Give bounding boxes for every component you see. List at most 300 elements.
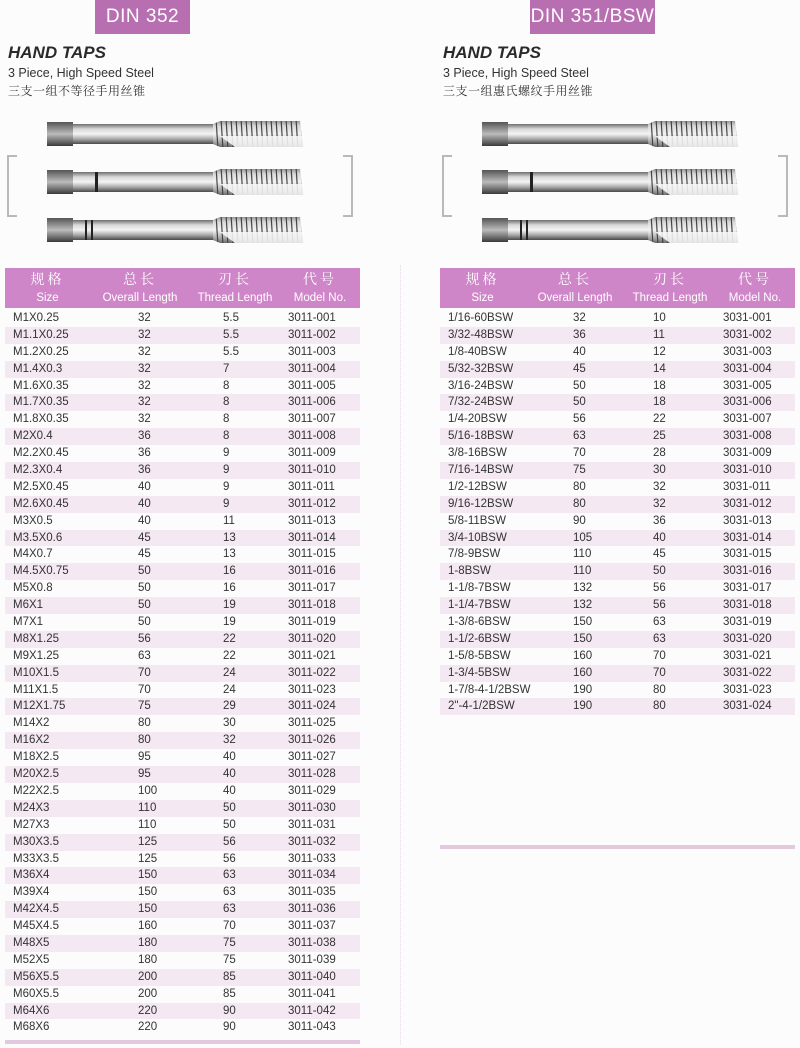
cell-overall-length: 80 — [573, 480, 586, 493]
cell-size: 1-5/8-5BSW — [448, 649, 511, 662]
table-row — [440, 310, 795, 327]
cell-thread-length: 12 — [653, 345, 666, 358]
cell-size: M27X3 — [13, 818, 50, 831]
table-row — [440, 682, 795, 699]
cell-model-no: 3011-019 — [288, 616, 336, 629]
cell-overall-length: 75 — [573, 464, 586, 477]
table-row — [5, 394, 360, 411]
cell-thread-length: 28 — [653, 447, 666, 460]
cell-model-no: 3011-042 — [288, 1004, 336, 1017]
cell-overall-length: 220 — [138, 1004, 158, 1017]
table-row — [440, 563, 795, 580]
cell-thread-length: 11 — [223, 514, 235, 527]
cell-model-no: 3011-020 — [288, 632, 336, 645]
cell-size: M52X5 — [13, 953, 50, 966]
cell-overall-length: 50 — [138, 582, 151, 595]
cell-model-no: 3011-002 — [288, 328, 336, 341]
cell-model-no: 3031-013 — [723, 514, 772, 527]
cell-overall-length: 160 — [573, 649, 593, 662]
cell-size: 5/32-32BSW — [448, 362, 514, 375]
table-row — [440, 411, 795, 428]
cell-overall-length: 150 — [138, 869, 158, 882]
tap-taper-icon — [45, 118, 305, 150]
cell-size: M1.2X0.25 — [13, 345, 69, 358]
cell-thread-length: 80 — [653, 683, 666, 696]
cell-size: M5X0.8 — [13, 582, 53, 595]
cell-thread-length: 22 — [223, 649, 236, 662]
cell-overall-length: 150 — [573, 616, 593, 629]
table-row — [440, 631, 795, 648]
cell-overall-length: 32 — [138, 396, 151, 409]
table-row — [440, 378, 795, 395]
cell-size: M11X1.5 — [13, 683, 59, 696]
cell-model-no: 3011-037 — [288, 920, 336, 933]
cell-overall-length: 36 — [573, 328, 586, 341]
cell-model-no: 3011-012 — [288, 497, 336, 510]
cell-model-no: 3031-021 — [723, 649, 772, 662]
cell-thread-length: 75 — [223, 936, 236, 949]
table-row — [5, 817, 360, 834]
cell-thread-length: 32 — [653, 480, 666, 493]
cell-size: 1-7/8-4-1/2BSW — [448, 683, 531, 696]
right-table-end-bar — [440, 845, 795, 849]
cell-thread-length: 90 — [223, 1004, 236, 1017]
cell-thread-length: 7 — [223, 362, 230, 375]
cell-overall-length: 32 — [138, 345, 151, 358]
cell-thread-length: 63 — [653, 632, 666, 645]
cell-thread-length: 16 — [223, 565, 236, 578]
cell-model-no: 3011-034 — [288, 869, 336, 882]
cell-thread-length: 13 — [223, 548, 236, 561]
cell-size: M9X1.25 — [13, 649, 60, 662]
cell-overall-length: 90 — [573, 514, 586, 527]
table-row — [440, 496, 795, 513]
table-row — [5, 648, 360, 665]
cell-size: 1/16-60BSW — [448, 312, 514, 324]
cell-thread-length: 24 — [223, 683, 236, 696]
cell-size: 3/16-24BSW — [448, 379, 514, 392]
cell-size: M20X2.5 — [13, 768, 60, 781]
cell-model-no: 3031-016 — [723, 565, 772, 578]
cell-overall-length: 36 — [138, 447, 151, 460]
cell-size: 1-8BSW — [448, 565, 491, 578]
cell-model-no: 3031-006 — [723, 396, 772, 409]
table-row — [5, 428, 360, 445]
cell-overall-length: 70 — [138, 666, 151, 679]
cell-overall-length: 150 — [138, 886, 158, 899]
table-row — [5, 513, 360, 530]
cell-overall-length: 220 — [138, 1021, 158, 1034]
cell-model-no: 3031-005 — [723, 379, 772, 392]
cell-thread-length: 5.5 — [223, 345, 239, 358]
din351-tab: DIN 351/BSW — [530, 0, 655, 34]
cell-model-no: 3031-001 — [723, 312, 772, 324]
table-row — [5, 546, 360, 563]
right-subtitle: 3 Piece, High Speed Steel — [443, 66, 589, 80]
cell-model-no: 3011-018 — [288, 599, 336, 612]
tap-bottoming-icon — [480, 214, 740, 246]
table-row — [5, 597, 360, 614]
cell-thread-length: 24 — [223, 666, 236, 679]
table-row — [440, 513, 795, 530]
cell-thread-length: 85 — [223, 970, 236, 983]
cell-thread-length: 13 — [223, 531, 236, 544]
cell-overall-length: 132 — [573, 582, 593, 595]
cell-thread-length: 56 — [653, 582, 666, 595]
right-table-header — [440, 268, 795, 308]
table-row — [5, 834, 360, 851]
cell-thread-length: 18 — [653, 379, 666, 392]
cell-size: M7X1 — [13, 616, 44, 629]
cell-overall-length: 132 — [573, 599, 593, 612]
table-row — [440, 428, 795, 445]
table-row — [5, 715, 360, 732]
tap-plug-icon — [45, 166, 305, 198]
table-row — [5, 462, 360, 479]
tap-taper-icon — [480, 118, 740, 150]
cell-overall-length: 105 — [573, 531, 593, 544]
table-row — [5, 732, 360, 749]
cell-overall-length: 56 — [573, 413, 586, 426]
cell-thread-length: 9 — [223, 480, 230, 493]
table-row — [5, 631, 360, 648]
cell-overall-length: 110 — [573, 565, 592, 578]
bracket-open-icon — [442, 155, 452, 217]
cell-overall-length: 160 — [573, 666, 593, 679]
cell-thread-length: 9 — [223, 464, 230, 477]
panel-divider — [400, 265, 401, 1045]
cell-overall-length: 50 — [573, 396, 586, 409]
cell-thread-length: 63 — [653, 616, 666, 629]
cell-size: M22X2.5 — [13, 784, 60, 797]
header-thread-length: 刃长 Thread Length — [197, 272, 273, 304]
cell-size: 3/8-16BSW — [448, 447, 507, 460]
table-row — [440, 648, 795, 665]
cell-overall-length: 110 — [138, 801, 157, 814]
cell-size: 1/4-20BSW — [448, 413, 507, 426]
cell-thread-length: 18 — [653, 396, 666, 409]
table-row — [5, 496, 360, 513]
cell-model-no: 3031-018 — [723, 599, 772, 612]
table-row — [440, 394, 795, 411]
cell-model-no: 3031-008 — [723, 430, 772, 443]
cell-size: M14X2 — [13, 717, 50, 730]
cell-model-no: 3031-012 — [723, 497, 772, 510]
cell-model-no: 3011-035 — [288, 886, 336, 899]
cell-model-no: 3011-033 — [288, 852, 336, 865]
cell-model-no: 3011-015 — [288, 548, 336, 561]
cell-size: M30X3.5 — [13, 835, 60, 848]
cell-overall-length: 50 — [573, 379, 586, 392]
table-row — [5, 901, 360, 918]
table-row — [5, 749, 360, 766]
header-overall-length: 总长 Overall Length — [102, 272, 178, 304]
cell-size: 1/2-12BSW — [448, 480, 507, 493]
table-row — [5, 411, 360, 428]
cell-thread-length: 85 — [223, 987, 236, 1000]
cell-overall-length: 70 — [573, 447, 586, 460]
header-model-no: 代号 Model No. — [293, 272, 347, 304]
cell-thread-length: 40 — [223, 784, 236, 797]
cell-model-no: 3011-026 — [288, 734, 336, 747]
cell-thread-length: 14 — [653, 362, 666, 375]
cell-model-no: 3031-022 — [723, 666, 772, 679]
cell-overall-length: 110 — [138, 818, 157, 831]
cell-thread-length: 10 — [653, 312, 666, 324]
cell-thread-length: 80 — [653, 700, 666, 713]
cell-size: M64X6 — [13, 1004, 50, 1017]
table-row — [5, 851, 360, 868]
cell-model-no: 3031-017 — [723, 582, 772, 595]
table-row — [5, 918, 360, 935]
table-row — [440, 361, 795, 378]
cell-overall-length: 150 — [573, 632, 593, 645]
table-row — [5, 530, 360, 547]
cell-size: M36X4 — [13, 869, 50, 882]
cell-thread-length: 8 — [223, 430, 230, 443]
cell-model-no: 3011-029 — [288, 784, 336, 797]
cell-thread-length: 40 — [653, 531, 666, 544]
cell-size: M4X0.7 — [13, 548, 53, 561]
cell-model-no: 3011-003 — [288, 345, 336, 358]
cell-overall-length: 180 — [138, 953, 158, 966]
cell-overall-length: 63 — [573, 430, 586, 443]
cell-overall-length: 95 — [138, 751, 151, 764]
cell-thread-length: 50 — [223, 818, 236, 831]
cell-thread-length: 63 — [223, 903, 236, 916]
cell-thread-length: 19 — [223, 616, 236, 629]
cell-model-no: 3031-003 — [723, 345, 772, 358]
cell-thread-length: 56 — [223, 835, 236, 848]
cell-thread-length: 19 — [223, 599, 236, 612]
cell-overall-length: 125 — [138, 835, 158, 848]
cell-size: M2.5X0.45 — [13, 480, 69, 493]
cell-size: 2"-4-1/2BSW — [448, 700, 515, 713]
table-row — [5, 698, 360, 715]
cell-model-no: 3011-005 — [288, 379, 336, 392]
bracket-close-icon — [778, 155, 788, 217]
table-row — [5, 327, 360, 344]
table-row — [440, 614, 795, 631]
cell-overall-length: 200 — [138, 970, 158, 983]
left-subtitle: 3 Piece, High Speed Steel — [8, 66, 154, 80]
cell-overall-length: 100 — [138, 784, 158, 797]
cell-thread-length: 5.5 — [223, 312, 239, 324]
table-row — [5, 800, 360, 817]
cell-thread-length: 30 — [223, 717, 236, 730]
cell-thread-length: 90 — [223, 1021, 236, 1034]
cell-overall-length: 63 — [138, 649, 151, 662]
cell-model-no: 3011-013 — [288, 514, 336, 527]
cell-size: 3/32-48BSW — [448, 328, 514, 341]
cell-size: M1.7X0.35 — [13, 396, 69, 409]
cell-size: 1-1/4-7BSW — [448, 599, 511, 612]
cell-thread-length: 22 — [653, 413, 666, 426]
table-row — [5, 952, 360, 969]
cell-size: 1-3/8-6BSW — [448, 616, 511, 629]
cell-model-no: 3031-007 — [723, 413, 772, 426]
cell-size: M18X2.5 — [13, 751, 60, 764]
cell-size: M16X2 — [13, 734, 50, 747]
left-table-end-bar — [5, 1040, 360, 1044]
cell-model-no: 3031-009 — [723, 447, 772, 460]
cell-size: M68X6 — [13, 1021, 50, 1034]
table-row — [440, 462, 795, 479]
cell-size: 7/32-24BSW — [448, 396, 514, 409]
cell-size: 7/16-14BSW — [448, 464, 514, 477]
cell-overall-length: 80 — [573, 497, 586, 510]
cell-overall-length: 32 — [138, 312, 151, 324]
cell-model-no: 3011-041 — [288, 987, 336, 1000]
cell-overall-length: 110 — [573, 548, 592, 561]
cell-thread-length: 9 — [223, 497, 230, 510]
header-overall-length: 总长 Overall Length — [537, 272, 613, 304]
cell-model-no: 3031-002 — [723, 328, 772, 341]
cell-overall-length: 80 — [138, 717, 151, 730]
cell-size: 1-3/4-5BSW — [448, 666, 511, 679]
cell-thread-length: 50 — [223, 801, 236, 814]
header-size: 规格 Size — [30, 272, 65, 304]
bracket-open-icon — [7, 155, 17, 217]
cell-model-no: 3031-014 — [723, 531, 772, 544]
cell-thread-length: 8 — [223, 413, 230, 426]
cell-size: 9/16-12BSW — [448, 497, 514, 510]
cell-overall-length: 40 — [138, 480, 151, 493]
table-row — [5, 969, 360, 986]
cell-overall-length: 50 — [138, 565, 151, 578]
cell-size: M4.5X0.75 — [13, 565, 69, 578]
cell-overall-length: 190 — [573, 683, 593, 696]
cell-overall-length: 125 — [138, 852, 158, 865]
cell-size: M56X5.5 — [13, 970, 60, 983]
table-row — [5, 783, 360, 800]
cell-size: M12X1.75 — [13, 700, 66, 713]
cell-model-no: 3011-027 — [288, 751, 336, 764]
table-row — [440, 445, 795, 462]
cell-thread-length: 16 — [223, 582, 236, 595]
cell-overall-length: 45 — [573, 362, 586, 375]
cell-thread-length: 50 — [653, 565, 666, 578]
cell-size: M2.2X0.45 — [13, 447, 69, 460]
table-row — [440, 580, 795, 597]
cell-overall-length: 150 — [138, 903, 158, 916]
table-row — [440, 597, 795, 614]
cell-overall-length: 180 — [138, 936, 158, 949]
table-row — [440, 530, 795, 547]
cell-size: 5/16-18BSW — [448, 430, 514, 443]
cell-overall-length: 50 — [138, 616, 151, 629]
cell-thread-length: 25 — [653, 430, 666, 443]
cell-overall-length: 75 — [138, 700, 151, 713]
table-row — [5, 310, 360, 327]
table-row — [5, 986, 360, 1003]
cell-overall-length: 80 — [138, 734, 151, 747]
cell-thread-length: 29 — [223, 700, 236, 713]
cell-model-no: 3011-024 — [288, 700, 336, 713]
cell-size: 1-1/8-7BSW — [448, 582, 511, 595]
cell-overall-length: 32 — [138, 413, 151, 426]
header-thread-length: 刃长 Thread Length — [632, 272, 708, 304]
table-row — [440, 479, 795, 496]
cell-overall-length: 200 — [138, 987, 158, 1000]
bracket-close-icon — [343, 155, 353, 217]
cell-model-no: 3011-028 — [288, 768, 336, 781]
cell-model-no: 3011-031 — [288, 818, 336, 831]
cell-size: M2.6X0.45 — [13, 497, 69, 510]
left-title: HAND TAPS — [8, 43, 106, 62]
cell-size: M1X0.25 — [13, 312, 60, 324]
left-subtitle-cn: 三支一组不等径手用丝锥 — [8, 84, 146, 98]
cell-size: M3X0.5 — [13, 514, 53, 527]
cell-overall-length: 40 — [138, 514, 151, 527]
table-row — [5, 682, 360, 699]
cell-size: M1.6X0.35 — [13, 379, 69, 392]
cell-model-no: 3011-017 — [288, 582, 336, 595]
table-row — [5, 361, 360, 378]
cell-model-no: 3011-038 — [288, 936, 336, 949]
table-row — [440, 546, 795, 563]
cell-overall-length: 40 — [138, 497, 151, 510]
right-table-body — [440, 310, 795, 715]
cell-model-no: 3011-022 — [288, 666, 336, 679]
table-row — [5, 479, 360, 496]
cell-thread-length: 11 — [653, 328, 665, 341]
cell-overall-length: 32 — [138, 328, 151, 341]
right-title: HAND TAPS — [443, 43, 541, 62]
cell-model-no: 3031-020 — [723, 632, 772, 645]
table-row — [5, 867, 360, 884]
header-model-no: 代号 Model No. — [728, 272, 782, 304]
table-row — [5, 445, 360, 462]
right-subtitle-cn: 三支一组惠氏螺纹手用丝锥 — [443, 84, 594, 98]
cell-size: M39X4 — [13, 886, 50, 899]
left-table-header — [5, 268, 360, 308]
cell-model-no: 3031-010 — [723, 464, 772, 477]
cell-size: M2.3X0.4 — [13, 464, 63, 477]
cell-size: M2X0.4 — [13, 430, 53, 443]
cell-thread-length: 36 — [653, 514, 666, 527]
cell-model-no: 3011-036 — [288, 903, 336, 916]
cell-model-no: 3011-009 — [288, 447, 336, 460]
table-row — [5, 884, 360, 901]
cell-model-no: 3011-010 — [288, 464, 336, 477]
din352-tab: DIN 352 — [95, 0, 190, 34]
cell-model-no: 3011-007 — [288, 413, 336, 426]
cell-thread-length: 40 — [223, 751, 236, 764]
cell-thread-length: 45 — [653, 548, 666, 561]
cell-model-no: 3011-014 — [288, 531, 336, 544]
cell-thread-length: 22 — [223, 632, 236, 645]
cell-overall-length: 36 — [138, 464, 151, 477]
cell-thread-length: 9 — [223, 447, 230, 460]
table-row — [5, 580, 360, 597]
cell-model-no: 3031-023 — [723, 683, 772, 696]
cell-size: M8X1.25 — [13, 632, 60, 645]
cell-thread-length: 70 — [653, 666, 666, 679]
cell-thread-length: 63 — [223, 869, 236, 882]
table-row — [440, 665, 795, 682]
cell-size: M1.8X0.35 — [13, 413, 69, 426]
cell-thread-length: 32 — [223, 734, 236, 747]
cell-size: M45X4.5 — [13, 920, 60, 933]
cell-model-no: 3011-008 — [288, 430, 336, 443]
table-row — [440, 698, 795, 715]
cell-size: M33X3.5 — [13, 852, 60, 865]
cell-model-no: 3011-006 — [288, 396, 336, 409]
table-row — [440, 344, 795, 361]
header-size: 规格 Size — [465, 272, 500, 304]
cell-size: M10X1.5 — [13, 666, 60, 679]
